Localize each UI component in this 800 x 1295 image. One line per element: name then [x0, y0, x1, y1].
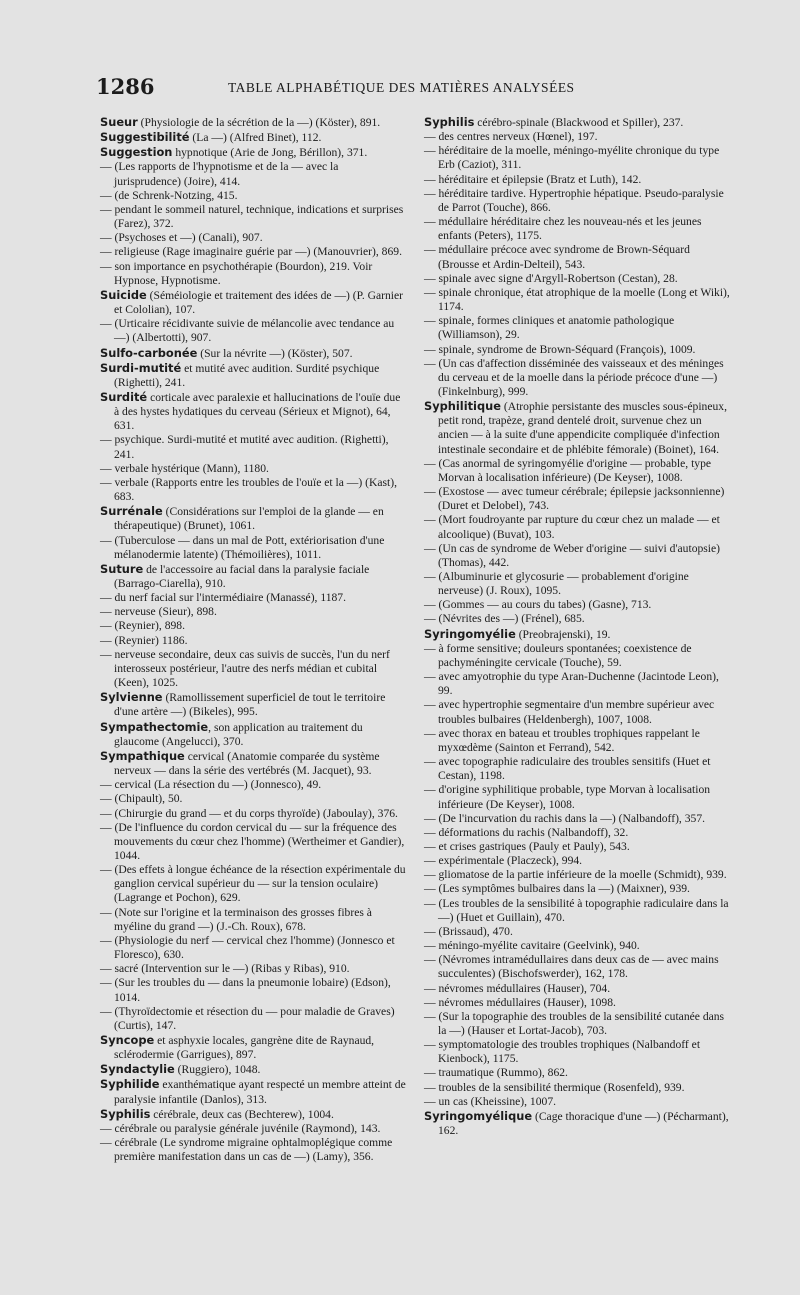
index-entry	[100, 1122, 408, 1136]
index-entry-heading: Sueur	[100, 115, 138, 129]
index-entry	[100, 605, 408, 619]
index-entry-text: — (Tuberculose — dans un mal de Pott, extériorisation d'une mélanodermie latente) (Thémoilières), 1011.	[100, 533, 385, 561]
index-entry-heading: Syringomyélique	[424, 1108, 533, 1123]
index-entry-text: (Ramollissement superficiel de tout le territoire d'une artère —) (Bikeles), 995.	[114, 691, 386, 719]
index-entry	[424, 144, 732, 172]
index-entry-text: (Séméiologie et traitement des idées de —) (P. Garnier et Cololian), 107.	[114, 288, 404, 317]
index-entry-text: — médullaire précoce avec syndrome de Brown-Séquard (Brousse et Ardin-Delteil), 543.	[424, 243, 690, 271]
index-entry-text: — (Des effets à longue échéance de la résection expérimentale du ganglion cervical supérieur du — sur la tension oculaire) (Lagrange et Pochon), 629.	[100, 863, 406, 905]
index-entry	[424, 243, 732, 271]
index-entry	[100, 619, 408, 633]
index-entry-text: — avec hypertrophie segmentaire d'un membre supérieur avec troubles bulbaires (Heldenbergh), 1007, 1008.	[424, 698, 715, 726]
index-entry	[424, 1066, 732, 1080]
index-entry-heading: Suicide	[100, 287, 147, 302]
index-entry-text: — (Les rapports de l'hypnotisme et de la — avec la jurisprudence) (Joire), 414.	[100, 160, 339, 188]
index-entry-text: — (Sur les troubles du — dans la pneumonie lobaire) (Edson), 1014.	[100, 976, 391, 1004]
index-entry-heading: Syringomyélie	[424, 626, 516, 641]
index-entry	[100, 189, 408, 203]
index-entry-text: — (Thyroïdectomie et résection du — pour maladie de Graves) (Curtis), 147.	[100, 1004, 395, 1032]
index-entry-heading: Surrénale	[100, 504, 163, 519]
index-entry-text: — spinale, formes cliniques et anatomie pathologique (Williamson), 29.	[424, 314, 675, 342]
index-entry	[424, 953, 732, 981]
index-entry-text: — traumatique (Rummo), 862.	[424, 1066, 568, 1080]
index-entry-heading: Syphilitique	[424, 399, 501, 414]
index-entry	[100, 821, 408, 863]
index-entry-text: — d'origine syphilitique probable, type Morvan à localisation inférieure (De Keyser), 1008.	[424, 783, 711, 811]
index-entry-text: (Ruggiero), 1048.	[174, 1063, 261, 1077]
index-entry-heading: Sympathectomie	[100, 719, 209, 734]
index-entry	[100, 792, 408, 806]
index-entry	[424, 996, 732, 1010]
index-entry	[424, 854, 732, 868]
index-entry-text: — (Chirurgie du grand — et du corps thyroïde) (Jaboulay), 376.	[100, 806, 398, 820]
index-entry-text: corticale avec paralexie et hallucinations de l'ouïe due à des hystes hydatiques du cerveau (Sérieux et Mignot), 64, 631.	[114, 390, 401, 433]
index-entry-text: — (De l'influence du cordon cervical du — sur la fréquence des mouvements du cœur chez l'homme) (Wertheimer et Gandier), 1044.	[100, 820, 405, 862]
index-entry-text: — religieuse (Rage imaginaire guérie par —) (Manouvrier), 869.	[100, 245, 402, 259]
index-entry-heading: Sulfo-carbonée	[100, 345, 198, 360]
index-entry	[100, 807, 408, 821]
index-entry	[100, 433, 408, 461]
index-entry-text: — pendant le sommeil naturel, technique, indications et surprises (Farez), 372.	[100, 202, 404, 231]
index-entry-text: et asphyxie locales, gangrène dite de Raynaud, sclérodermie (Garrigues), 897.	[114, 1034, 375, 1062]
index-entry-text: — sacré (Intervention sur le —) (Ribas y Ribas), 910.	[100, 962, 350, 976]
index-entry	[100, 361, 408, 390]
index-entry	[424, 272, 732, 286]
index-entry	[100, 317, 408, 345]
index-entry	[424, 215, 732, 243]
index-entry	[424, 485, 732, 513]
index-column-right	[424, 115, 732, 1138]
index-entry	[424, 343, 732, 357]
index-entry	[100, 476, 408, 504]
index-entry-heading: Syphilide	[100, 1077, 160, 1092]
index-entry-text: — (Physiologie du nerf — cervical chez l'homme) (Jonnesco et Floresco), 630.	[100, 933, 395, 962]
index-entry	[424, 598, 732, 612]
index-entry	[100, 634, 408, 648]
index-entry-text: hypnotique (Arie de Jong, Bérillon), 371.	[172, 146, 368, 160]
index-entry-text: — (Reynier), 898.	[100, 619, 186, 633]
index-entry	[424, 939, 732, 953]
index-entry-text: — cérébrale (Le syndrome migraine ophtalmoplégique comme première manifestation dans un cas de —) (Lamy), 356.	[100, 1136, 393, 1164]
index-entry	[424, 173, 732, 187]
index-entry-text: — névromes médullaires (Hauser), 1098.	[424, 995, 616, 1009]
index-entry	[100, 1062, 408, 1077]
index-entry-text: — (Névrites des —) (Frénel), 685.	[424, 612, 585, 626]
index-entry-text: — spinale avec signe d'Argyll-Robertson (Cestan), 28.	[424, 271, 678, 285]
index-entry-text: — (Albuminurie et glycosurie — probablement d'origine nerveuse) (J. Roux), 1095.	[424, 570, 689, 598]
index-entry-heading: Surdité	[100, 389, 148, 404]
index-entry-text: — (Sur la topographie des troubles de la sensibilité cutanée dans la —) (Hauser et Lortat-Jacob), 703.	[424, 1009, 725, 1037]
index-entry-text: — spinale chronique, état atrophique de la moelle (Long et Wiki), 1174.	[424, 285, 730, 314]
index-entry-text: — son importance en psychothérapie (Bourdon), 219. Voir Hypnose, Hypnotisme.	[100, 259, 373, 287]
index-entry-text: — méningo-myélite cavitaire (Geelvink), 940.	[424, 939, 640, 953]
index-entry-text: — avec thorax en bateau et troubles trophiques rappelant le myxœdème (Sainton et Ferrand), 542.	[424, 726, 700, 754]
index-entry-text: — à forme sensitive; douleurs spontanées; coexistence de pachyméningite cervicale (Touche), 59.	[424, 641, 692, 669]
index-entry	[424, 1095, 732, 1109]
index-entry-text: — (Reynier) 1186.	[100, 633, 188, 647]
index-entry	[100, 115, 408, 130]
index-entry	[424, 399, 732, 457]
index-entry	[424, 187, 732, 215]
index-entry	[100, 130, 408, 145]
index-entry	[100, 749, 408, 778]
index-entry-text: cérébrale, deux cas (Bechterew), 1004.	[150, 1107, 334, 1121]
page-number: 1286	[96, 74, 155, 99]
index-entry-text: — névromes médullaires (Hauser), 704.	[424, 981, 611, 995]
index-entry-text: de l'accessoire au facial dans la paralysie faciale (Barrago-Ciarella), 910.	[114, 562, 370, 590]
index-entry	[424, 513, 732, 541]
running-title: TABLE ALPHABÉTIQUE DES MATIÈRES ANALYSÉES	[228, 80, 575, 95]
index-entry-text: (Atrophie persistante des muscles sous-épineux, petit rond, trapèze, grand dentelé droit, survenue chez un ancien — à la suite d'une appendicite compliquée d'infection intestinale secondaire et de phlébite fémorale) (Boinet), 164.	[438, 400, 727, 456]
index-entry	[424, 897, 732, 925]
index-entry	[424, 357, 732, 399]
index-entry-text: — (Un cas d'affection disséminée des vaisseaux et des méninges du cerveau et de la moelle dans la période précoce d'une —) (Finkelnburg), 999.	[424, 356, 724, 398]
index-entry-text: — (Mort foudroyante par rupture du cœur chez un malade — et alcoolique) (Buvat), 103.	[424, 513, 720, 541]
index-entry	[100, 534, 408, 562]
index-entry-text: — héréditaire tardive. Hypertrophie hépatique. Pseudo-paralysie de Parrot (Touche), 866.	[424, 186, 724, 214]
index-entry-heading: Syndactylie	[100, 1062, 175, 1077]
index-entry-text: — cérébrale ou paralysie générale juvénile (Raymond), 143.	[100, 1121, 381, 1135]
index-entry-text: — déformations du rachis (Nalbandoff), 32.	[424, 825, 629, 839]
index-entry	[100, 591, 408, 605]
index-entry-text: — des centres nerveux (Hœnel), 197.	[424, 130, 598, 144]
index-entry	[424, 727, 732, 755]
index-entry-text: — (Les symptômes bulbaires dans la —) (Maixner), 939.	[424, 882, 690, 896]
index-entry	[424, 570, 732, 598]
index-entry	[100, 1107, 408, 1122]
index-entry	[100, 1136, 408, 1164]
index-entry	[424, 1109, 732, 1138]
index-entry-text: — (Note sur l'origine et la terminaison des grosses fibres à myéline du grand —) (J.-Ch. Roux), 678.	[100, 905, 372, 933]
index-entry-text: (Physiologie de la sécrétion de la —) (Köster), 891.	[137, 116, 381, 129]
index-entry	[424, 812, 732, 826]
index-entry	[424, 826, 732, 840]
index-entry-heading: Sympathique	[100, 748, 185, 763]
index-entry-text: — expérimentale (Placzeck), 994.	[424, 854, 583, 868]
index-entry	[100, 863, 408, 905]
index-entry	[100, 231, 408, 245]
index-entry	[100, 390, 408, 433]
index-entry	[100, 720, 408, 749]
index-entry-text: (Considérations sur l'emploi de la glande — en thérapeutique) (Brunet), 1061.	[114, 505, 384, 533]
index-entry-heading: Suggestibilité	[100, 130, 190, 145]
index-entry-heading: Surdi-mutité	[100, 360, 182, 375]
index-entry-text: — du nerf facial sur l'intermédiaire (Manassé), 1187.	[100, 591, 347, 605]
index-entry	[424, 840, 732, 854]
index-entry-text: — nerveuse (Sieur), 898.	[100, 605, 217, 619]
index-entry-text: — troubles de la sensibilité thermique (Rosenfeld), 939.	[424, 1080, 685, 1094]
index-entry-text: — (de Schrenk-Notzing, 415.	[100, 188, 238, 202]
index-entry	[100, 1033, 408, 1062]
index-entry	[100, 648, 408, 690]
index-entry	[100, 1005, 408, 1033]
index-entry	[100, 934, 408, 962]
index-entry-text: exanthématique ayant respecté un membre atteint de paralysie infantile (Danlos), 313.	[114, 1078, 406, 1106]
index-entry-text: — (Exostose — avec tumeur cérébrale; épilepsie jacksonnienne) (Duret et Delobel), 743.	[424, 485, 725, 513]
index-entry-text: — (Cas anormal de syringomyélie d'origine — probable, type Morvan à localisation inférieure) (De Keyser), 1008.	[424, 456, 712, 484]
index-entry	[424, 457, 732, 485]
index-entry-text: (Preobrajenski), 19.	[515, 627, 611, 641]
index-entry	[100, 462, 408, 476]
page-header	[96, 74, 736, 102]
index-entry-text: — verbale (Rapports entre les troubles de l'ouïe et la —) (Kast), 683.	[100, 475, 397, 504]
index-entry	[424, 882, 732, 896]
index-entry-text: — gliomatose de la partie inférieure de la moelle (Schmidt), 939.	[424, 868, 727, 882]
index-entry-text: — (Un cas de syndrome de Weber d'origine — suivi d'autopsie) (Thomas), 442.	[424, 541, 721, 569]
index-entry-text: — (Chipault), 50.	[100, 792, 183, 806]
index-entry	[100, 145, 408, 160]
index-entry	[424, 115, 732, 130]
index-entry	[100, 160, 408, 188]
index-entry-heading: Syncope	[100, 1033, 155, 1047]
index-entry	[424, 1081, 732, 1095]
index-entry	[424, 1010, 732, 1038]
index-entry	[100, 288, 408, 317]
index-entry	[424, 925, 732, 939]
index-entry	[424, 314, 732, 342]
index-entry-text: — cervical (La résection du —) (Jonnesco), 49.	[100, 778, 322, 792]
index-entry-text: — verbale hystérique (Mann), 1180.	[100, 461, 269, 475]
index-entry	[424, 982, 732, 996]
index-entry-heading: Suggestion	[100, 145, 173, 160]
index-entry-heading: Sylvienne	[100, 690, 163, 705]
index-entry	[424, 642, 732, 670]
index-entry-text: — un cas (Kheissine), 1007.	[424, 1094, 557, 1108]
index-entry	[424, 698, 732, 726]
index-entry-heading: Suture	[100, 561, 144, 576]
index-entry	[424, 286, 732, 314]
index-entry-text: — avec amyotrophie du type Aran-Duchenne (Jacintode Leon), 99.	[424, 670, 719, 698]
index-entry	[100, 690, 408, 719]
index-entry-text: — avec topographie radiculaire des troubles sensitifs (Huet et Cestan), 1198.	[424, 755, 711, 783]
index-entry-text: (Cage thoracique d'une —) (Pécharmant), 162.	[438, 1109, 729, 1138]
index-entry	[424, 612, 732, 626]
index-entry-heading: Syphilis	[424, 115, 475, 129]
index-entry-text: , son application au traitement du glaucome (Angelucci), 370.	[114, 720, 363, 748]
index-entry	[100, 1077, 408, 1106]
index-entry	[100, 976, 408, 1004]
index-entry-text: et mutité avec audition. Surdité psychique (Righetti), 241.	[114, 361, 380, 389]
index-entry	[424, 542, 732, 570]
index-entry-text: — (De l'incurvation du rachis dans la —) (Nalbandoff), 357.	[424, 811, 706, 825]
index-entry	[100, 245, 408, 259]
index-entry-text: — héréditaire de la moelle, méningo-myélite chronique du type Erb (Caziot), 311.	[424, 144, 720, 172]
index-entry	[100, 203, 408, 231]
index-entry-text: — médullaire héréditaire chez les nouveau-nés et les jeunes enfants (Peters), 1175.	[424, 215, 702, 243]
index-entry	[424, 627, 732, 642]
index-entry-text: — (Urticaire récidivante suivie de mélancolie avec tendance au —) (Albertotti), 907.	[100, 317, 395, 345]
index-entry-heading: Syphilis	[100, 1106, 151, 1121]
index-entry	[100, 562, 408, 591]
index-entry	[424, 670, 732, 698]
index-entry-text: cervical (Anatomie comparée du système nerveux — dans la série des vertébrés (M. Jacquet), 93.	[114, 749, 380, 778]
index-entry-text: — (Brissaud), 470.	[424, 924, 513, 938]
index-entry-text: — spinale, syndrome de Brown-Séquard (François), 1009.	[424, 342, 696, 356]
index-entry	[100, 778, 408, 792]
index-column-left	[100, 115, 408, 1164]
index-entry-text: — nerveuse secondaire, deux cas suivis de succès, l'un du nerf interosseux postérieur, l'autre des nerfs médian et cubital (Keen), 1025.	[100, 647, 390, 690]
index-entry-text: — psychique. Surdi-mutité et mutité avec audition. (Righetti), 241.	[100, 433, 389, 461]
index-entry-text: — héréditaire et épilepsie (Bratz et Luth), 142.	[424, 172, 642, 186]
index-entry	[424, 130, 732, 144]
index-entry-text: cérébro-spinale (Blackwood et Spiller), 237.	[474, 116, 684, 129]
index-entry	[100, 504, 408, 533]
index-entry	[424, 755, 732, 783]
index-entry	[424, 868, 732, 882]
index-entry	[100, 962, 408, 976]
index-entry	[100, 906, 408, 934]
index-entry	[424, 1038, 732, 1066]
index-entry	[424, 783, 732, 811]
index-entry-text: — (Les troubles de la sensibilité à topographie radiculaire dans la —) (Huet et Guillain), 470.	[424, 896, 729, 924]
index-entry-text: — (Psychoses et —) (Canali), 907.	[100, 231, 263, 245]
index-entry-text: — (Gommes — au cours du tabes) (Gasne), 713.	[424, 598, 652, 612]
index-entry-text: — (Névromes intramédullaires dans deux cas de — avec mains succulentes) (Bischofswerder), 162, 178.	[424, 953, 719, 981]
index-entry	[100, 346, 408, 361]
index-entry-text: (La —) (Alfred Binet), 112.	[189, 131, 322, 145]
index-entry-text: — symptomatologie des troubles trophiques (Nalbandoff et Kienbock), 1175.	[424, 1038, 701, 1066]
index-entry	[100, 260, 408, 288]
index-entry-text: — et crises gastriques (Pauly et Pauly), 543.	[424, 839, 630, 853]
index-entry-text: (Sur la névrite —) (Köster), 507.	[197, 346, 353, 360]
